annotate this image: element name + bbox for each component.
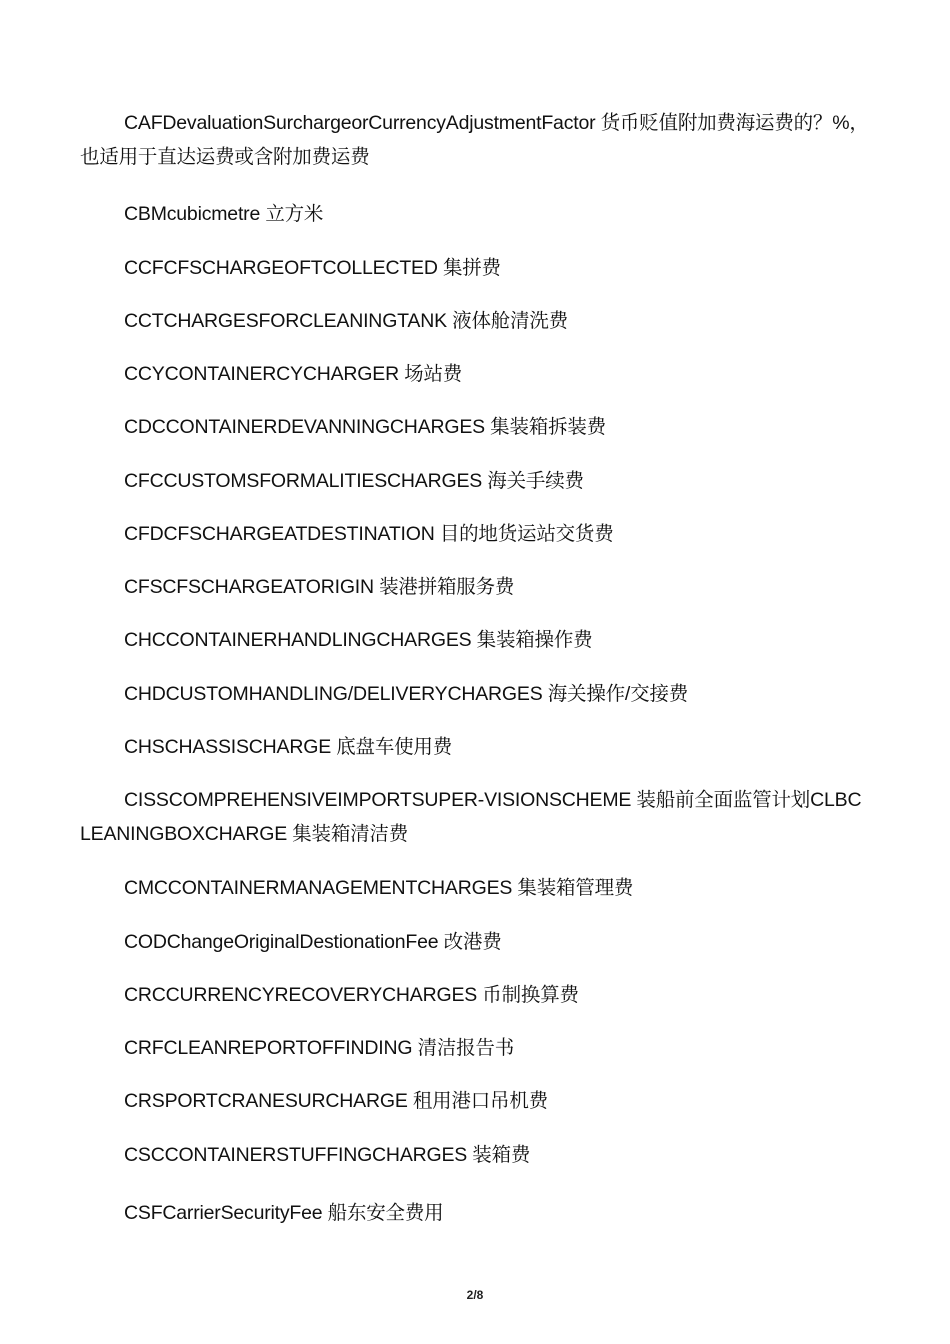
entry-crc <box>80 978 870 1012</box>
entry-text: CSFCarrierSecurityFee 船东安全费用 <box>124 1202 444 1224</box>
entry-csf <box>80 1196 870 1230</box>
entry-cfs <box>80 570 870 604</box>
entry-text: CODChangeOriginalDestionationFee 改港费 <box>124 931 502 953</box>
entry-text: CRSPORTCRANESURCHARGE 租用港口吊机费 <box>124 1090 548 1112</box>
entry-text: CSCCONTAINERSTUFFINGCHARGES 装箱费 <box>124 1144 531 1166</box>
entry-text: CRFCLEANREPORTOFFINDING 清洁报告书 <box>124 1037 515 1059</box>
entry-text: CHDCUSTOMHANDLING/DELIVERYCHARGES 海关操作/交接费 <box>124 683 689 705</box>
entry-ccf <box>80 251 870 285</box>
entry-ccy <box>80 357 870 391</box>
entry-text: CRCCURRENCYRECOVERYCHARGES 币制换算费 <box>124 984 579 1006</box>
entry-cmc <box>80 871 870 905</box>
entry-crf <box>80 1031 870 1065</box>
entry-text: CISSCOMPREHENSIVEIMPORTSUPER-VISIONSCHEME 装船前全面监管计划CLBCLEANINGBOXCHARGE 集装箱清洁费 <box>80 789 862 845</box>
entry-text: CFCCUSTOMSFORMALITIESCHARGES 海关手续费 <box>124 470 584 492</box>
entry-text: CBMcubicmetre 立方米 <box>124 203 324 225</box>
entry-cdc <box>80 410 870 444</box>
entry-chd <box>80 677 870 711</box>
entry-chc <box>80 623 870 657</box>
entry-text: CFSCFSCHARGEATORIGIN 装港拼箱服务费 <box>124 576 515 598</box>
entry-cod <box>80 925 870 959</box>
entry-csc <box>80 1138 870 1172</box>
entry-chs <box>80 730 870 764</box>
entry-cfd <box>80 517 870 551</box>
entry-text: CMCCONTAINERMANAGEMENTCHARGES 集装箱管理费 <box>124 877 634 899</box>
entry-text: CCFCFSCHARGEOFTCOLLECTED 集拼费 <box>124 257 501 279</box>
page-number: 2/8 <box>466 1288 484 1302</box>
entry-cct <box>80 304 870 338</box>
entry-ciss-clb <box>80 783 870 851</box>
entry-text: CDCCONTAINERDEVANNINGCHARGES 集装箱拆装费 <box>124 416 606 438</box>
entry-cfc <box>80 464 870 498</box>
entry-text: CCTCHARGESFORCLEANINGTANK 液体舱清洗费 <box>124 310 568 332</box>
entry-caf <box>80 106 870 174</box>
entry-text: CHSCHASSISCHARGE 底盘车使用费 <box>124 736 453 758</box>
entry-cbm <box>80 197 870 231</box>
entry-crs <box>80 1084 870 1118</box>
entry-text: CAFDevaluationSurchargeorCurrencyAdjustmentFactor 货币贬值附加费海运费的？%，也适用于直达运费或含附加费运费 <box>80 112 869 168</box>
entry-text: CCYCONTAINERCYCHARGER 场站费 <box>124 363 463 385</box>
entry-text: CHCCONTAINERHANDLINGCHARGES 集装箱操作费 <box>124 629 593 651</box>
entry-text: CFDCFSCHARGEATDESTINATION 目的地货运站交货费 <box>124 523 614 545</box>
